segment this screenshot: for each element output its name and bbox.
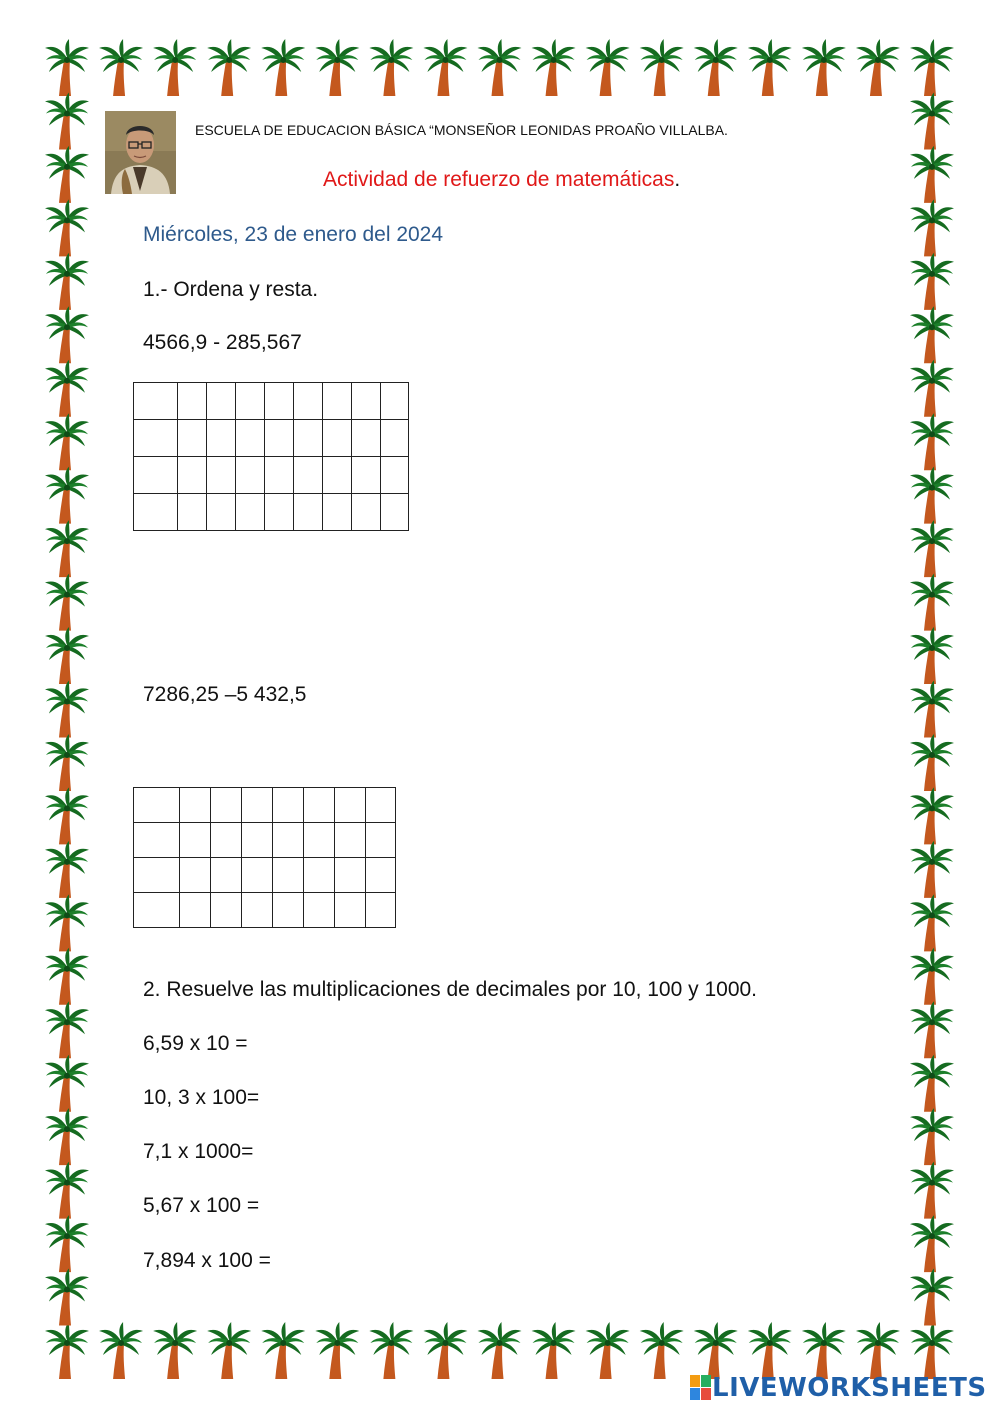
problem-b: 7286,25 –5 432,5 bbox=[143, 683, 307, 706]
palm-tree-icon bbox=[45, 787, 89, 844]
palm-tree-icon bbox=[694, 1322, 738, 1379]
palm-tree-icon bbox=[748, 1322, 792, 1379]
palm-tree-icon bbox=[261, 39, 305, 96]
school-name: ESCUELA DE EDUCACION BÁSICA “MONSEÑOR LEONIDAS PROAÑO VILLALBA. bbox=[195, 122, 728, 138]
multiplication-item: 6,59 x 10 = bbox=[143, 1032, 248, 1055]
date-line: Miércoles, 23 de enero del 2024 bbox=[143, 223, 444, 246]
palm-tree-icon bbox=[153, 1322, 197, 1379]
palm-tree-icon bbox=[910, 627, 954, 684]
palm-tree-icon bbox=[910, 841, 954, 898]
palm-tree-icon bbox=[45, 948, 89, 1005]
palm-tree-icon bbox=[910, 1162, 954, 1219]
palm-tree-icon bbox=[45, 1055, 89, 1112]
palm-tree-icon bbox=[910, 467, 954, 524]
palm-tree-icon bbox=[45, 146, 89, 203]
palm-tree-icon bbox=[45, 39, 89, 96]
subtraction-grid-1[interactable] bbox=[133, 382, 409, 531]
palm-tree-icon bbox=[856, 1322, 900, 1379]
palm-tree-icon bbox=[423, 1322, 467, 1379]
palm-tree-icon bbox=[910, 894, 954, 951]
palm-tree-icon bbox=[99, 39, 143, 96]
palm-tree-icon bbox=[261, 1322, 305, 1379]
palm-tree-icon bbox=[532, 1322, 576, 1379]
palm-tree-icon bbox=[45, 1162, 89, 1219]
palm-tree-icon bbox=[153, 39, 197, 96]
palm-tree-icon bbox=[910, 1269, 954, 1326]
palm-tree-icon bbox=[910, 520, 954, 577]
palm-tree-icon bbox=[45, 734, 89, 791]
multiplication-item: 5,67 x 100 = bbox=[143, 1194, 260, 1217]
liveworksheets-logo-icon bbox=[690, 1375, 712, 1401]
exercise1-instruction: 1.- Ordena y resta. bbox=[143, 278, 319, 301]
palm-tree-icon bbox=[45, 199, 89, 256]
palm-tree-icon bbox=[45, 1108, 89, 1165]
activity-title: Actividad de refuerzo de matemáticas. bbox=[323, 168, 681, 191]
palm-tree-icon bbox=[45, 1322, 89, 1379]
palm-tree-icon bbox=[802, 39, 846, 96]
palm-tree-icon bbox=[45, 467, 89, 524]
palm-tree-icon bbox=[910, 574, 954, 631]
liveworksheets-logo[interactable] bbox=[690, 1372, 987, 1404]
palm-tree-icon bbox=[640, 39, 684, 96]
palm-tree-icon bbox=[910, 948, 954, 1005]
palm-tree-icon bbox=[910, 199, 954, 256]
palm-tree-icon bbox=[45, 360, 89, 417]
portrait-photo bbox=[105, 111, 176, 194]
palm-tree-icon bbox=[45, 574, 89, 631]
palm-tree-icon bbox=[856, 39, 900, 96]
palm-tree-icon bbox=[369, 1322, 413, 1379]
palm-tree-icon bbox=[45, 1001, 89, 1058]
palm-tree-icon bbox=[315, 39, 359, 96]
palm-tree-icon bbox=[478, 39, 522, 96]
exercise2-instruction: 2. Resuelve las multiplicaciones de decimales por 10, 100 y 1000. bbox=[143, 978, 758, 1001]
palm-tree-icon bbox=[99, 1322, 143, 1379]
multiplication-item: 10, 3 x 100= bbox=[143, 1086, 260, 1109]
palm-tree-icon bbox=[910, 360, 954, 417]
palm-tree-icon bbox=[532, 39, 576, 96]
palm-tree-icon bbox=[910, 253, 954, 310]
palm-tree-icon bbox=[45, 253, 89, 310]
palm-tree-icon bbox=[423, 39, 467, 96]
palm-tree-icon bbox=[45, 92, 89, 149]
palm-tree-icon bbox=[45, 681, 89, 738]
subtraction-grid-2[interactable] bbox=[133, 787, 396, 928]
palm-tree-icon bbox=[45, 627, 89, 684]
palm-tree-icon bbox=[369, 39, 413, 96]
palm-tree-icon bbox=[640, 1322, 684, 1379]
palm-tree-icon bbox=[478, 1322, 522, 1379]
palm-tree-icon bbox=[910, 1108, 954, 1165]
palm-tree-icon bbox=[748, 39, 792, 96]
problem-a: 4566,9 - 285,567 bbox=[143, 331, 302, 354]
brand-text: LIVEWORKSHEETS bbox=[712, 1373, 987, 1403]
multiplication-item: 7,894 x 100 = bbox=[143, 1249, 271, 1272]
palm-tree-icon bbox=[910, 413, 954, 470]
palm-tree-icon bbox=[910, 1322, 954, 1379]
palm-tree-icon bbox=[45, 894, 89, 951]
palm-tree-icon bbox=[207, 1322, 251, 1379]
palm-tree-icon bbox=[910, 1055, 954, 1112]
palm-tree-icon bbox=[910, 734, 954, 791]
palm-tree-icon bbox=[802, 1322, 846, 1379]
palm-tree-icon bbox=[910, 306, 954, 363]
multiplication-item: 7,1 x 1000= bbox=[143, 1140, 254, 1163]
palm-tree-icon bbox=[45, 520, 89, 577]
palm-tree-icon bbox=[910, 39, 954, 96]
palm-tree-icon bbox=[45, 1215, 89, 1272]
palm-tree-icon bbox=[910, 1001, 954, 1058]
palm-tree-icon bbox=[910, 1215, 954, 1272]
palm-tree-icon bbox=[45, 841, 89, 898]
palm-tree-icon bbox=[45, 306, 89, 363]
palm-tree-icon bbox=[910, 787, 954, 844]
palm-tree-icon bbox=[315, 1322, 359, 1379]
palm-tree-icon bbox=[45, 413, 89, 470]
palm-tree-icon bbox=[207, 39, 251, 96]
palm-tree-icon bbox=[910, 92, 954, 149]
palm-tree-icon bbox=[586, 39, 630, 96]
palm-tree-icon bbox=[586, 1322, 630, 1379]
palm-tree-icon bbox=[694, 39, 738, 96]
palm-tree-icon bbox=[910, 146, 954, 203]
palm-tree-icon bbox=[45, 1269, 89, 1326]
palm-tree-icon bbox=[910, 681, 954, 738]
